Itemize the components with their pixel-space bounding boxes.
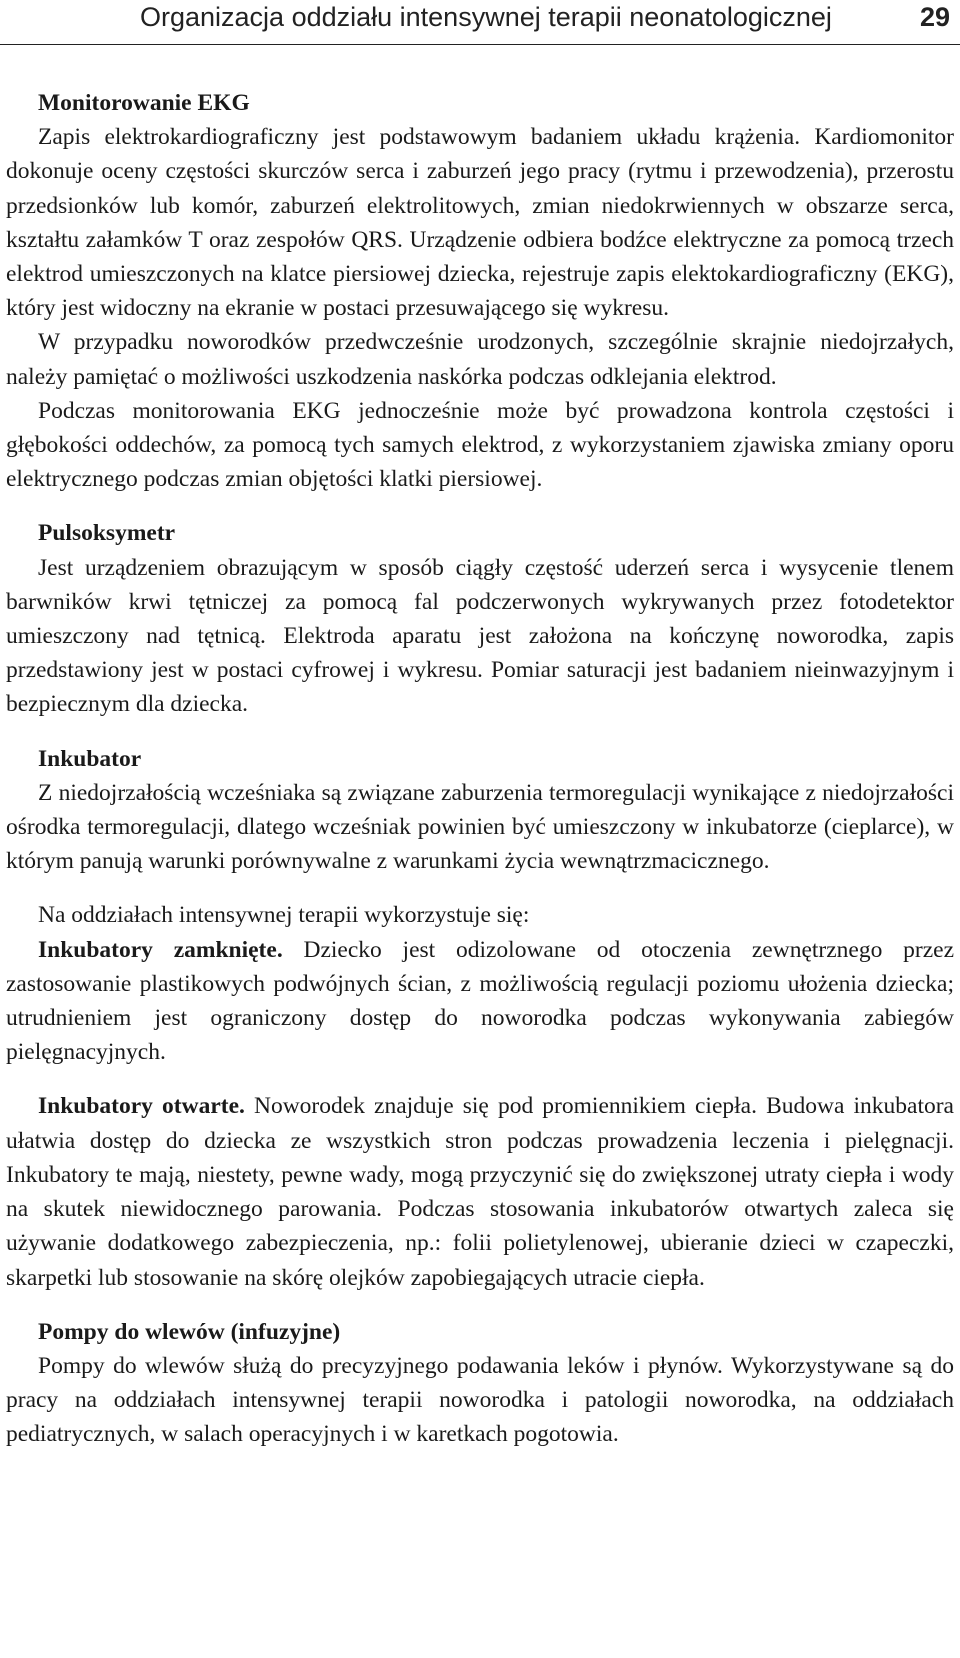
section-pompy [6, 1315, 954, 1452]
paragraph: Podczas monitorowania EKG jednocześnie może być prowadzona kontrola częstości i głębokości oddechów, za pomocą tych samych elektrod, z wykorzystaniem zjawiska zmiany oporu elektrycznego podczas zmian objętości klatki piersiowej. [6, 397, 954, 493]
paragraph: Jest urządzeniem obrazującym w sposób ciągły częstość uderzeń serca i wysycenie tlenem barwników krwi tętniczej za pomocą fal podczerwonych wykrywanych przez fotodetektor umieszczony nad tętnicą. Elektroda aparatu jest założona na kończynę noworodka, zapis przedstawiony jest w postaci cyfrowej i wykresu. Pomiar saturacji jest badaniem nieinwazyjnym i bezpiecznym dla dziecka. [6, 554, 954, 718]
section-ekg [6, 86, 954, 496]
section-pulsoksymetr [6, 516, 954, 721]
paragraph: W przypadku noworodków przedwcześnie urodzonych, szczególnie skrajnie niedojrzałych, należy pamiętać o możliwości uszkodzenia naskórka podczas odklejania elektrod. [6, 329, 954, 390]
section-heading-pulsoksymetr: Pulsoksymetr [38, 520, 176, 547]
page-body [6, 86, 954, 1452]
paragraph: Zapis elektrokardiograficzny jest podstawowym badaniem układu krążenia. Kardiomonitor dokonuje oceny częstości skurczów serca i zaburzeń jego pracy (rytmu i przewodzenia), przerostu przedsionków lub komór, zaburzeń elektrolitowych, zmian niedokrwiennych w obszarze serca, kształtu załamków T oraz zespołów QRS. Urządzenie odbiera bodźce elektryczne za pomocą trzech elektrod umieszczonych na klatce piersiowej dziecka, rejestruje zapis elektokardiograficzny (EKG), który jest widoczny na ekranie w postaci przesuwającego się wykresu. [6, 124, 954, 322]
page-number: 29 [919, 2, 950, 32]
closed-incubators-text: Dziecko jest odizolowane od otoczenia zewnętrznego przez zastosowanie plastikowych podwójnych ścian, z możliwością regulacji poziomu ułożenia dziecka; utrudnieniem jest ograniczony dostęp do noworodka podczas wykonywania zabiegów pielęgnacyjnych. [6, 936, 955, 1066]
section-heading-inkubator: Inkubator [38, 745, 142, 772]
paragraph: Pompy do wlewów służą do precyzyjnego podawania leków i płynów. Wykorzystywane są do pracy na oddziałach intensywnej terapii noworodka i patologii noworodka, na oddziałach pediatrycznych, w salach operacyjnych i w karetkach pogotowia. [6, 1352, 954, 1448]
open-incubators-text: Noworodek znajduje się pod promiennikiem ciepła. Budowa inkubatora ułatwia dostęp do dziecka ze wszystkich stron podczas prowadzenia leczenia i pielęgnacji. Inkubatory te mają, niestety, pewne wady, mogą przyczynić się do zwiększonej utraty ciepła i wody na skutek niewidocznego parowania. Podczas stosowania inkubatorów otwartych zaleca się używanie dodatkowego zabezpieczenia, np.: folii polietylenowej, ubieranie dzieci w czapeczki, skarpetki lub stosowanie na skórę olejków zapobiegających utracie ciepła. [6, 1093, 954, 1291]
running-header-title: Organizacja oddziału intensywnej terapii neonatologicznej [140, 2, 832, 32]
paragraph: Z niedojrzałością wcześniaka są związane zaburzenia termoregulacji wynikające z niedojrzałości ośrodka termoregulacji, dlatego wcześniak powinien być umieszczony w inkubatorze (cieplarce), w którym panują warunki porównywalne z warunkami życia wewnątrzmacicznego. [6, 779, 954, 875]
paragraph-intro: Na oddziałach intensywnej terapii wykorzystuje się: [38, 902, 530, 929]
running-header [0, 0, 960, 45]
term-closed-incubators: Inkubatory zamknięte. [38, 936, 283, 963]
section-heading-pompy: Pompy do wlewów (infuzyjne) [38, 1318, 341, 1345]
term-open-incubators: Inkubatory otwarte. [38, 1093, 245, 1120]
section-heading-ekg: Monitorowanie EKG [38, 90, 250, 116]
paragraph-open-incubators [6, 1089, 954, 1294]
paragraph-closed-incubators [6, 933, 954, 1070]
section-inkubator [6, 742, 954, 1295]
